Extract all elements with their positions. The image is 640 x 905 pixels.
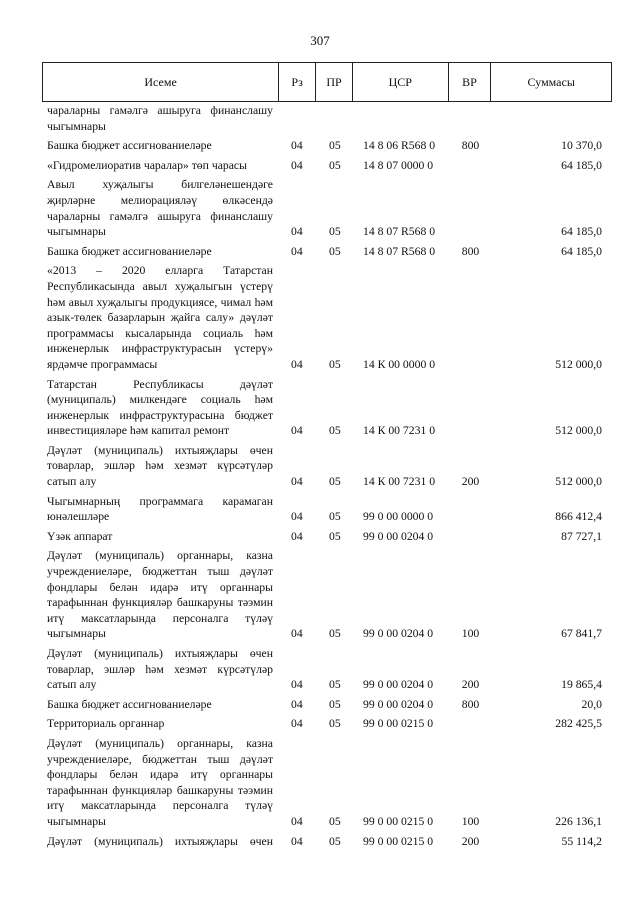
row-name: Башка бюджет ассигнованиеләре [47,697,212,711]
row-vr: 200 [461,475,480,489]
row-rz: 04 [291,814,303,828]
row-rz: 04 [291,529,303,543]
header-csr: ЦСР [353,63,449,101]
row-csr: 99 0 00 0215 0 [363,717,434,731]
row-sum: 64 185,0 [561,158,602,172]
row-rz: 04 [291,424,303,438]
table-row [42,443,612,490]
row-pr: 05 [329,475,341,489]
row-sum: 512 000,0 [555,475,602,489]
row-rz: 04 [291,475,303,489]
row-csr: 14 8 06 R568 0 [363,139,436,153]
row-rz: 04 [291,158,303,172]
table-row [42,736,612,830]
row-rz: 04 [291,834,303,848]
table-row [42,716,612,732]
row-sum: 64 185,0 [561,225,602,239]
row-sum: 512 000,0 [555,357,602,371]
row-pr: 05 [329,225,341,239]
header-sum: Суммасы [527,74,575,89]
row-rz: 04 [291,678,303,692]
row-vr: 200 [461,678,480,692]
row-vr: 800 [461,244,480,258]
row-sum: 512 000,0 [555,424,602,438]
row-rz: 04 [291,357,303,371]
row-pr: 05 [329,158,341,172]
table-row [42,103,612,134]
table-row [42,177,612,239]
table-row [42,834,612,850]
header-name: Исеме [43,63,279,101]
row-rz: 04 [291,697,303,711]
row-pr: 05 [329,834,341,848]
row-vr: 800 [461,697,480,711]
row-csr: 99 0 00 0215 0 [363,814,434,828]
row-pr: 05 [329,678,341,692]
row-rz: 04 [291,139,303,153]
table-row [42,494,612,525]
row-vr: 100 [461,627,480,641]
row-csr: 99 0 00 0204 0 [363,678,434,692]
row-rz: 04 [291,225,303,239]
row-name: Башка бюджет ассигнованиеләре [47,139,212,153]
row-csr: 99 0 00 0204 0 [363,529,434,543]
row-name: «Гидромелиоратив чаралар» төп чарасы [47,158,247,172]
row-name: Дәүләт (муниципаль) ихтыяҗлары өчен товарлар, эшләр һәм хезмәт күрсәтүләр сатып алу [47,443,273,489]
table-body [42,103,612,849]
row-name: Үзәк аппарат [47,529,113,543]
header-rz: Рз [279,63,316,101]
row-csr: 14 К 00 0000 0 [363,357,436,371]
row-sum: 10 370,0 [561,139,602,153]
row-csr: 99 0 00 0000 0 [363,510,434,524]
row-rz: 04 [291,717,303,731]
row-name: «2013 – 2020 елларга Татарстан Республикасында авыл хуҗалыгын үстерү һәм авыл хуҗалыгы продукциясе, чимал һәм азык-төлек базарларын җайга салу» дәүләт программасы кысаларында социаль һәм инженерлык инфраструктурасын үстерү» ярдәмче программасы [47,264,273,371]
row-vr: 800 [461,139,480,153]
row-name: Территориаль органнар [47,717,165,731]
table-row [42,263,612,372]
row-sum: 226 136,1 [555,814,602,828]
row-sum: 64 185,0 [561,244,602,258]
row-sum: 67 841,7 [561,627,602,641]
table-row [42,548,612,642]
row-csr: 99 0 00 0204 0 [363,697,434,711]
row-vr: 100 [461,814,480,828]
row-name: чараларны гамәлгә ашыруга финанслашу чыгымнары [47,104,273,133]
row-name: Татарстан Республикасы дәүләт (муниципаль) милкендәге социаль һәм инженерлык инфраструктурасына бюджет инвестицияләре һәм капитал ремонт [47,377,273,438]
row-name: Дәүләт (муниципаль) ихтыяҗлары өчен [47,834,273,848]
row-csr: 99 0 00 0215 0 [363,834,434,848]
header-vr: ВР [449,63,492,101]
row-sum: 19 865,4 [561,678,602,692]
table-row [42,377,612,439]
table-row [42,158,612,174]
row-sum: 282 425,5 [555,717,602,731]
row-name: Дәүләт (муниципаль) ихтыяҗлары өчен товарлар, эшләр һәм хезмәт күрсәтүләр сатып алу [47,647,273,692]
row-vr: 200 [461,834,480,848]
row-name: Авыл хуҗалыгы билгеләнешендәге җирләрне мелиорацияләү өлкәсендә чараларны гамәлгә ашыруга финанслашу чыгымнары [47,178,273,239]
row-pr: 05 [329,529,341,543]
row-sum: 866 412,4 [555,510,602,524]
header-pr: ПР [316,63,353,101]
row-sum: 87 727,1 [561,529,602,543]
table-row [42,244,612,260]
row-name: Дәүләт (муниципаль) органнары, казна учреждениеләре, бюджеттан тыш дәүләт фондлары белән идарә итү органнары тарафыннан функцияләр башкаруны тәэмин итү максатларында персоналга түләү чыгымнары [47,549,273,641]
row-csr: 14 8 07 R568 0 [363,244,436,258]
row-csr: 14 К 00 7231 0 [363,475,436,489]
row-name: Чыгымнарның программага карамаган юнәлешләре [47,494,273,524]
row-csr: 99 0 00 0204 0 [363,627,434,641]
table-row [42,697,612,713]
row-rz: 04 [291,627,303,641]
row-sum: 55 114,2 [561,834,602,848]
row-rz: 04 [291,244,303,258]
row-pr: 05 [329,697,341,711]
row-pr: 05 [329,357,341,371]
row-sum: 20,0 [581,697,602,711]
row-pr: 05 [329,627,341,641]
row-rz: 04 [291,510,303,524]
row-pr: 05 [329,717,341,731]
row-csr: 14 8 07 0000 0 [363,158,434,172]
row-pr: 05 [329,244,341,258]
row-pr: 05 [329,424,341,438]
table-header [42,62,612,102]
row-pr: 05 [329,139,341,153]
table-row [42,529,612,545]
page-number: 307 [310,33,330,48]
table-row [42,138,612,154]
budget-table [42,62,612,853]
row-csr: 14 К 00 7231 0 [363,424,436,438]
row-pr: 05 [329,814,341,828]
row-name: Дәүләт (муниципаль) органнары, казна учреждениеләре, бюджеттан тыш дәүләт фондлары белән идарә итү органнары тарафыннан функцияләр башкаруны тәэмин итү максатларында персоналга түләү чыгымнары [47,736,273,828]
row-csr: 14 8 07 R568 0 [363,225,436,239]
row-pr: 05 [329,510,341,524]
row-name: Башка бюджет ассигнованиеләре [47,244,212,258]
table-row [42,646,612,693]
